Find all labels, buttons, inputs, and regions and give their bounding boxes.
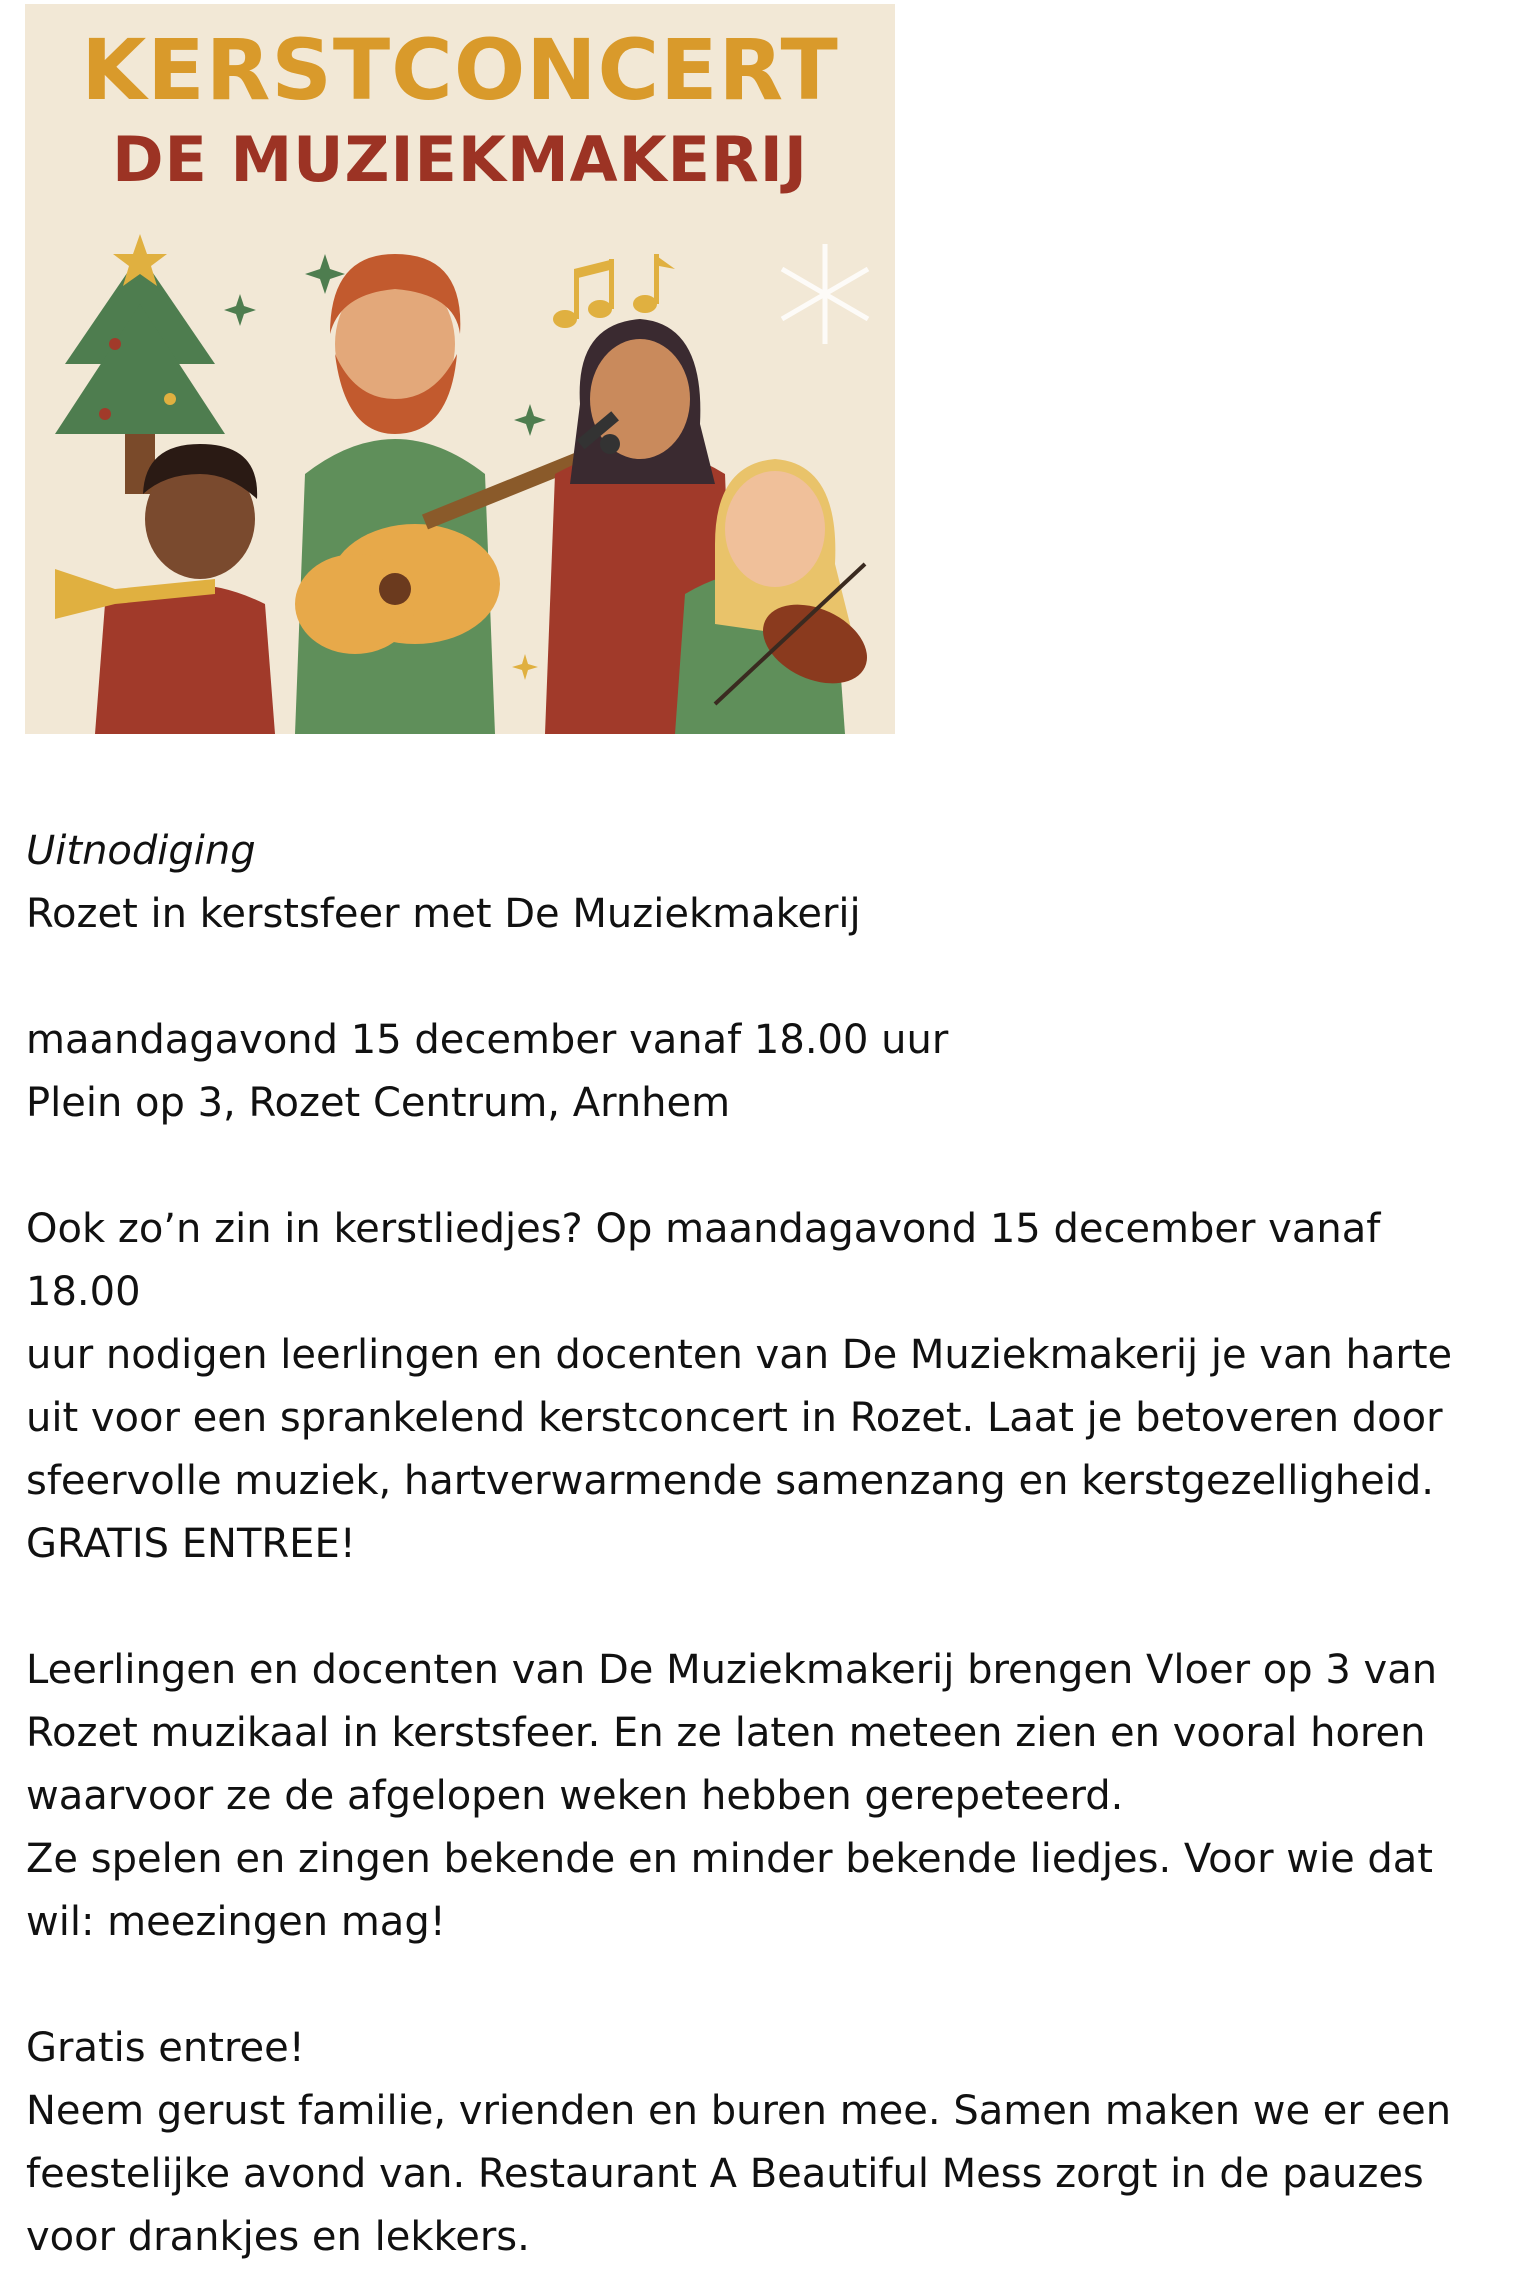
body-line: Leerlingen en docenten van De Muziekmakerij brengen Vloer op 3 van — [26, 1647, 1438, 1693]
poster-subtitle: DE MUZIEKMAKERIJ — [112, 123, 808, 196]
body-line: sfeervolle muziek, hartverwarmende samenzang en kerstgezelligheid. — [26, 1458, 1434, 1504]
invitation-text — [26, 820, 1506, 2269]
event-location: Plein op 3, Rozet Centrum, Arnhem — [26, 1080, 731, 1126]
body-line: Gratis entree! — [26, 2025, 305, 2071]
body-line: feestelijke avond van. Restaurant A Beautiful Mess zorgt in de pauzes — [26, 2151, 1424, 2197]
body-line: Ze spelen en zingen bekende en minder bekende liedjes. Voor wie dat — [26, 1836, 1433, 1882]
body-line: waarvoor ze de afgelopen weken hebben gerepeteerd. — [26, 1773, 1124, 1819]
body-line: Ook zo’n zin in kerstliedjes? Op maandagavond 15 december vanaf 18.00 — [26, 1206, 1381, 1315]
body-line: uit voor een sprankelend kerstconcert in Rozet. Laat je betoveren door — [26, 1395, 1443, 1441]
body-line: Rozet muzikaal in kerstsfeer. En ze laten meteen zien en vooral horen — [26, 1710, 1426, 1756]
poster-title: KERSTCONCERT — [81, 21, 839, 119]
body-line: GRATIS ENTREE! — [26, 1521, 356, 1567]
event-date: maandagavond 15 december vanaf 18.00 uur — [26, 1017, 949, 1063]
concert-poster-image — [25, 4, 895, 734]
body-line: voor drankjes en lekkers. — [26, 2214, 530, 2260]
music-notes-icon — [553, 254, 675, 328]
boy-with-trumpet — [55, 444, 275, 734]
invitation-headline: Rozet in kerstsfeer met De Muziekmakerij — [26, 891, 861, 937]
invitation-label: Uitnodiging — [26, 828, 256, 874]
body-line: wil: meezingen mag! — [26, 1899, 446, 1945]
body-line: Neem gerust familie, vrienden en buren mee. Samen maken we er een — [26, 2088, 1452, 2134]
body-line: uur nodigen leerlingen en docenten van De Muziekmakerij je van harte — [26, 1332, 1453, 1378]
snowflake-icon — [782, 244, 868, 344]
